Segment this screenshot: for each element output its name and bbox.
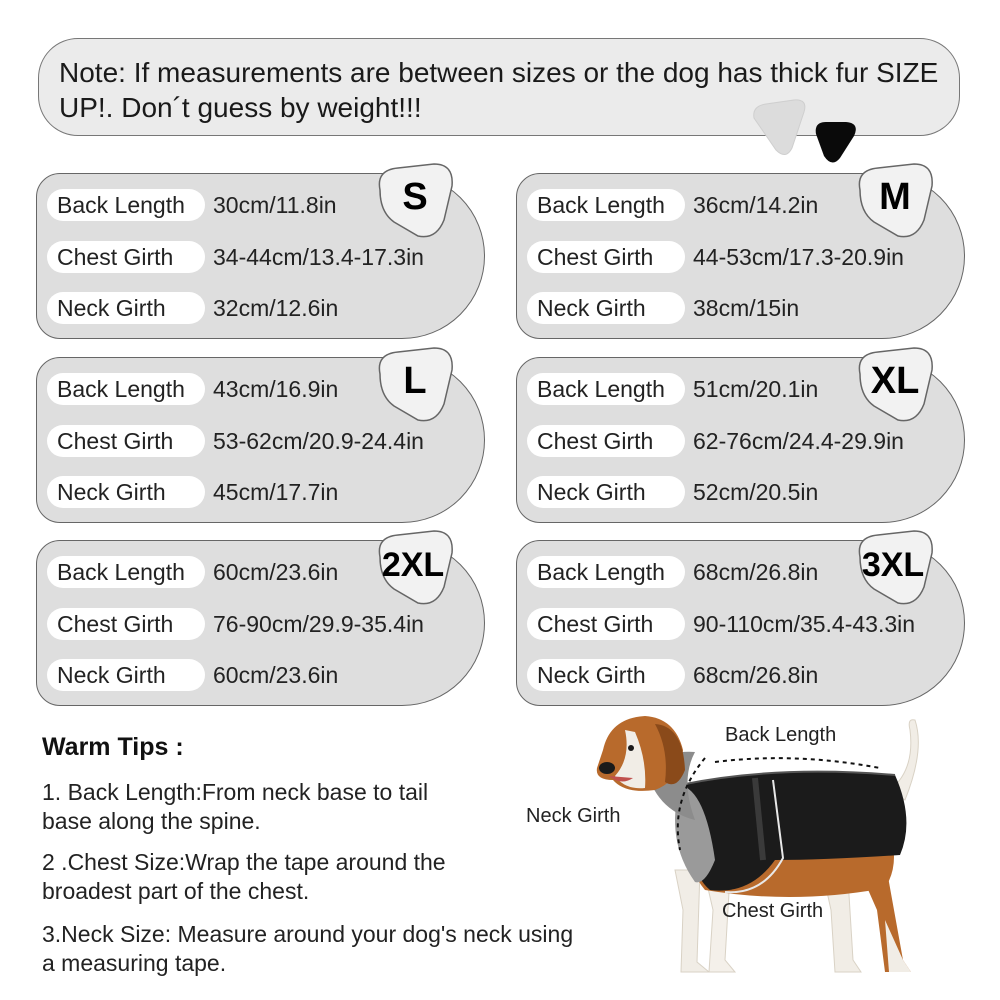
chest-row: [527, 424, 904, 458]
neck-row: [527, 291, 799, 325]
back-value: 36cm/14.2in: [693, 191, 819, 218]
back-row: [47, 188, 337, 222]
chest-row: [527, 607, 915, 641]
size-label: 3XL: [861, 546, 925, 584]
size-label: XL: [870, 360, 920, 402]
neck-value: 60cm/23.6in: [213, 661, 339, 688]
size-card-s: [36, 173, 485, 339]
diagram-neck-girth-label: Neck Girth: [526, 805, 621, 827]
chest-label: Chest Girth: [47, 425, 205, 457]
chest-label: Chest Girth: [527, 241, 685, 273]
neck-label: Neck Girth: [527, 659, 685, 691]
size-badge: [854, 160, 936, 242]
neck-row: [527, 658, 818, 692]
size-badge: [374, 160, 456, 242]
neck-label: Neck Girth: [47, 659, 205, 691]
back-row: [527, 188, 818, 222]
chest-value: 76-90cm/29.9-35.4in: [213, 610, 424, 637]
chest-label: Chest Girth: [47, 608, 205, 640]
back-row: [47, 372, 338, 406]
neck-row: [527, 475, 818, 509]
neck-value: 68cm/26.8in: [693, 661, 819, 688]
chest-row: [47, 424, 424, 458]
back-value: 51cm/20.1in: [693, 375, 819, 402]
note-text: Note: If measurements are between sizes or the dog has thick fur SIZE UP!. Don´t guess by weight!!!: [59, 57, 939, 123]
size-badge: [374, 527, 456, 609]
back-row: [527, 372, 818, 406]
warm-tips-title: Warm Tips :: [42, 733, 184, 761]
size-label: S: [402, 176, 428, 218]
chest-label: Chest Girth: [527, 608, 685, 640]
chest-value: 44-53cm/17.3-20.9in: [693, 243, 904, 270]
neck-value: 52cm/20.5in: [693, 478, 819, 505]
back-value: 43cm/16.9in: [213, 375, 339, 402]
diagram-chest-girth-label: Chest Girth: [722, 900, 824, 922]
tip-chest-size: 2 .Chest Size:Wrap the tape around the broadest part of the chest.: [42, 849, 446, 904]
back-value: 68cm/26.8in: [693, 558, 819, 585]
back-label: Back Length: [527, 556, 685, 588]
back-row: [527, 555, 818, 589]
size-card-3xl: [516, 540, 965, 706]
chest-value: 53-62cm/20.9-24.4in: [213, 427, 424, 454]
back-label: Back Length: [47, 373, 205, 405]
back-value: 30cm/11.8in: [213, 191, 337, 218]
neck-label: Neck Girth: [47, 292, 205, 324]
neck-label: Neck Girth: [527, 292, 685, 324]
size-card-l: [36, 357, 485, 523]
neck-row: [47, 475, 338, 509]
chest-value: 62-76cm/24.4-29.9in: [693, 427, 904, 454]
chest-label: Chest Girth: [47, 241, 205, 273]
back-label: Back Length: [47, 556, 205, 588]
size-card-m: [516, 173, 965, 339]
back-label: Back Length: [527, 189, 685, 221]
tip-neck-size: 3.Neck Size: Measure around your dog's neck using a measuring tape.: [42, 921, 574, 976]
size-card-2xl: [36, 540, 485, 706]
size-badge: [854, 527, 936, 609]
size-label: L: [403, 360, 427, 402]
back-value: 60cm/23.6in: [213, 558, 339, 585]
tip-back-length: 1. Back Length:From neck base to tail base along the spine.: [42, 779, 429, 834]
back-label: Back Length: [47, 189, 205, 221]
size-badge: [854, 344, 936, 426]
back-row: [47, 555, 338, 589]
chest-row: [47, 240, 424, 274]
size-label: M: [879, 176, 911, 218]
neck-value: 32cm/12.6in: [213, 294, 339, 321]
neck-row: [47, 658, 338, 692]
dog-illustration: [585, 710, 930, 990]
chest-label: Chest Girth: [527, 425, 685, 457]
neck-label: Neck Girth: [527, 476, 685, 508]
neck-row: [47, 291, 338, 325]
size-label: 2XL: [381, 546, 445, 584]
neck-value: 45cm/17.7in: [213, 478, 339, 505]
back-label: Back Length: [527, 373, 685, 405]
chest-value: 34-44cm/13.4-17.3in: [213, 243, 424, 270]
chest-value: 90-110cm/35.4-43.3in: [693, 610, 916, 637]
diagram-back-length-label: Back Length: [725, 724, 837, 746]
neck-value: 38cm/15in: [693, 294, 800, 321]
chest-row: [527, 240, 904, 274]
size-badge: [374, 344, 456, 426]
neck-label: Neck Girth: [47, 476, 205, 508]
speech-dots-icon: [748, 96, 863, 166]
chest-row: [47, 607, 424, 641]
size-card-xl: [516, 357, 965, 523]
